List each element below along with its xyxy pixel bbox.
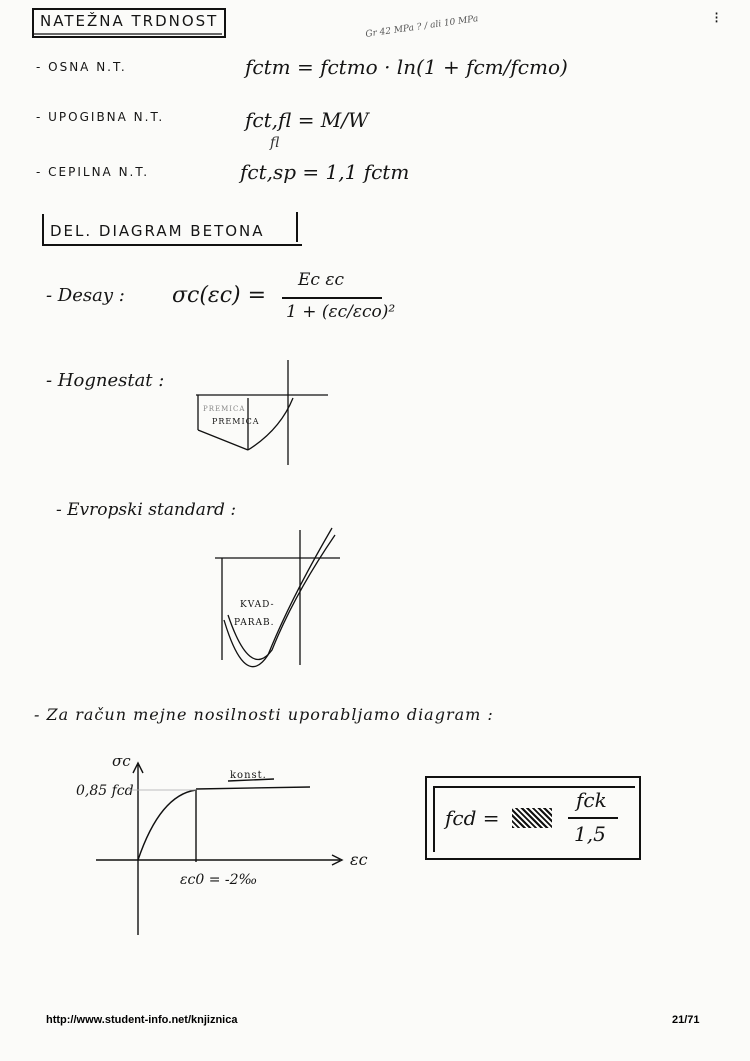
- hognestat-label: - Hognestat :: [46, 370, 165, 391]
- footer-page-number: 21/71: [672, 1014, 700, 1026]
- row-upogibna-label: - UPOGIBNA N.T.: [36, 110, 165, 124]
- hognestat-diagram: [196, 360, 328, 465]
- fcd-numerator: fck: [576, 788, 607, 812]
- graph-konst-label: konst.: [230, 770, 267, 781]
- design-parabola: [138, 790, 196, 860]
- desay-label: - Desay :: [46, 285, 125, 306]
- row-osna-label: - OSNA N.T.: [36, 60, 127, 74]
- row-cepilna-label: - CEPILNA N.T.: [36, 165, 150, 179]
- hognestat-curve: [248, 398, 293, 450]
- euro-curve-1: [224, 528, 332, 667]
- euro-diagram: [215, 528, 340, 667]
- hognestat-tag-1: PREMICA: [203, 405, 246, 413]
- fcd-left: fcd =: [445, 806, 500, 830]
- heading-diagram: DEL. DIAGRAM BETONA: [50, 222, 265, 240]
- euro-label: - Evropski standard :: [56, 500, 237, 520]
- graph-y-tick: 0,85 fcd: [76, 783, 134, 799]
- graph-x-tick: εc0 = -2‰: [180, 872, 258, 888]
- desay-denominator: 1 + (εc/εco)²: [286, 302, 396, 322]
- row-osna-formula: fctm = fctmo · ln(1 + fcm/fcmo): [245, 55, 568, 79]
- row-upogibna-formula: fct,fl = M/W: [245, 108, 369, 132]
- fcd-denominator: 1,5: [574, 822, 606, 846]
- euro-tag-2: PARAB.: [234, 618, 275, 628]
- footer-url: http://www.student-info.net/knjiznica: [46, 1014, 238, 1026]
- desay-left: σc(εc) =: [172, 283, 267, 308]
- row-cepilna-formula: fct,sp = 1,1 fctm: [240, 160, 410, 184]
- heading-natezna: NATEŽNA TRDNOST: [40, 12, 219, 30]
- hognestat-straight-line: [198, 430, 248, 450]
- design-konst-underline: [228, 779, 274, 781]
- binder-mark: ⁝: [714, 8, 720, 27]
- hognestat-tag-2: PREMICA: [212, 417, 260, 426]
- margin-note: Gr 42 MPa ? / ali 10 MPa: [364, 14, 480, 40]
- mejna-nosilnost-intro: - Za račun mejne nosilnosti uporabljamo diagram :: [34, 705, 494, 724]
- design-plateau: [196, 787, 310, 789]
- graph-x-axis-label: εc: [350, 850, 368, 869]
- desay-numerator: Ec εc: [298, 270, 344, 290]
- euro-curve-2: [228, 535, 335, 659]
- subscript-fl: fl: [270, 135, 280, 151]
- graph-y-axis-label: σc: [112, 752, 131, 770]
- design-diagram: [96, 763, 342, 935]
- euro-tag-1: KVAD-: [240, 600, 275, 610]
